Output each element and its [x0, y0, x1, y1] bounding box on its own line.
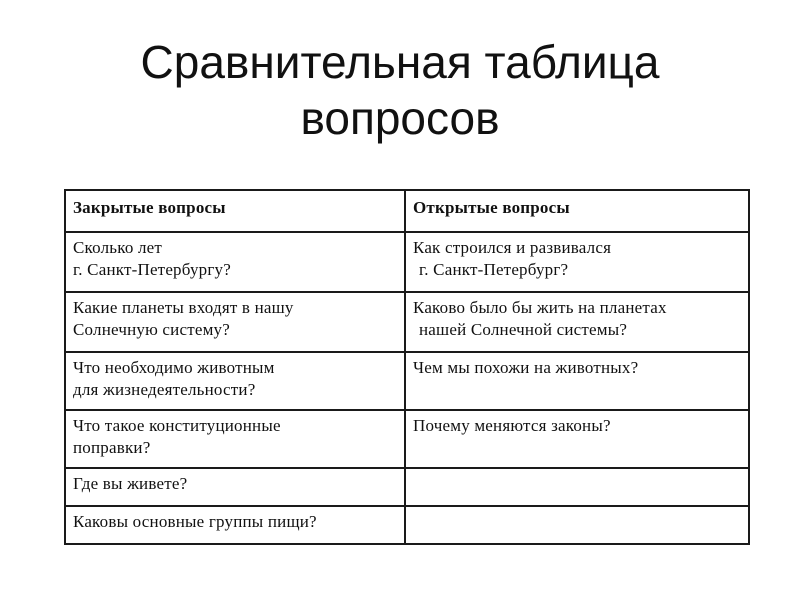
table-row [65, 292, 749, 352]
comparison-table-container [64, 189, 748, 545]
cell-text-line: Какие планеты входят в нашу [73, 298, 294, 317]
cell-text-line: г. Санкт-Петербург? [419, 260, 569, 279]
slide-title-line-1: Сравнительная таблица [140, 36, 660, 88]
table-header-row [65, 190, 749, 232]
closed-question-cell [65, 468, 405, 506]
table-row [65, 232, 749, 292]
closed-question-cell [65, 232, 405, 292]
closed-question-cell [65, 352, 405, 410]
comparison-table [64, 189, 750, 545]
open-question-cell [405, 292, 749, 352]
cell-text-line: Где вы живете? [73, 474, 188, 493]
column-header-closed-questions: Закрытые вопросы [65, 190, 405, 232]
cell-text-line: Сколько лет [73, 238, 163, 257]
open-question-cell [405, 410, 749, 468]
cell-text-line: Чем мы похожи на животных? [413, 358, 639, 377]
cell-text-line: поправки? [73, 438, 151, 457]
cell-text-line: для жизнедеятельности? [73, 380, 256, 399]
table-row [65, 352, 749, 410]
column-header-open-questions: Открытые вопросы [405, 190, 749, 232]
slide-title [0, 34, 800, 146]
closed-question-cell [65, 410, 405, 468]
open-question-cell-empty [405, 468, 749, 506]
closed-question-cell [65, 506, 405, 544]
cell-text-line: Почему меняются законы? [413, 416, 611, 435]
closed-question-cell [65, 292, 405, 352]
open-question-cell-empty [405, 506, 749, 544]
cell-text-line: Солнечную систему? [73, 320, 230, 339]
table-row [65, 410, 749, 468]
open-question-cell [405, 352, 749, 410]
cell-text-line: Каковы основные группы пищи? [73, 512, 317, 531]
table-row [65, 468, 749, 506]
cell-text-line: нашей Солнечной системы? [419, 320, 628, 339]
table-row [65, 506, 749, 544]
open-question-cell [405, 232, 749, 292]
slide-title-line-2: вопросов [300, 92, 500, 144]
cell-text-line: Каково было бы жить на планетах [413, 298, 667, 317]
cell-text-line: Что необходимо животным [73, 358, 275, 377]
cell-text-line: г. Санкт-Петербургу? [73, 260, 231, 279]
cell-text-line: Как строился и развивался [413, 238, 612, 257]
cell-text-line: Что такое конституционные [73, 416, 281, 435]
